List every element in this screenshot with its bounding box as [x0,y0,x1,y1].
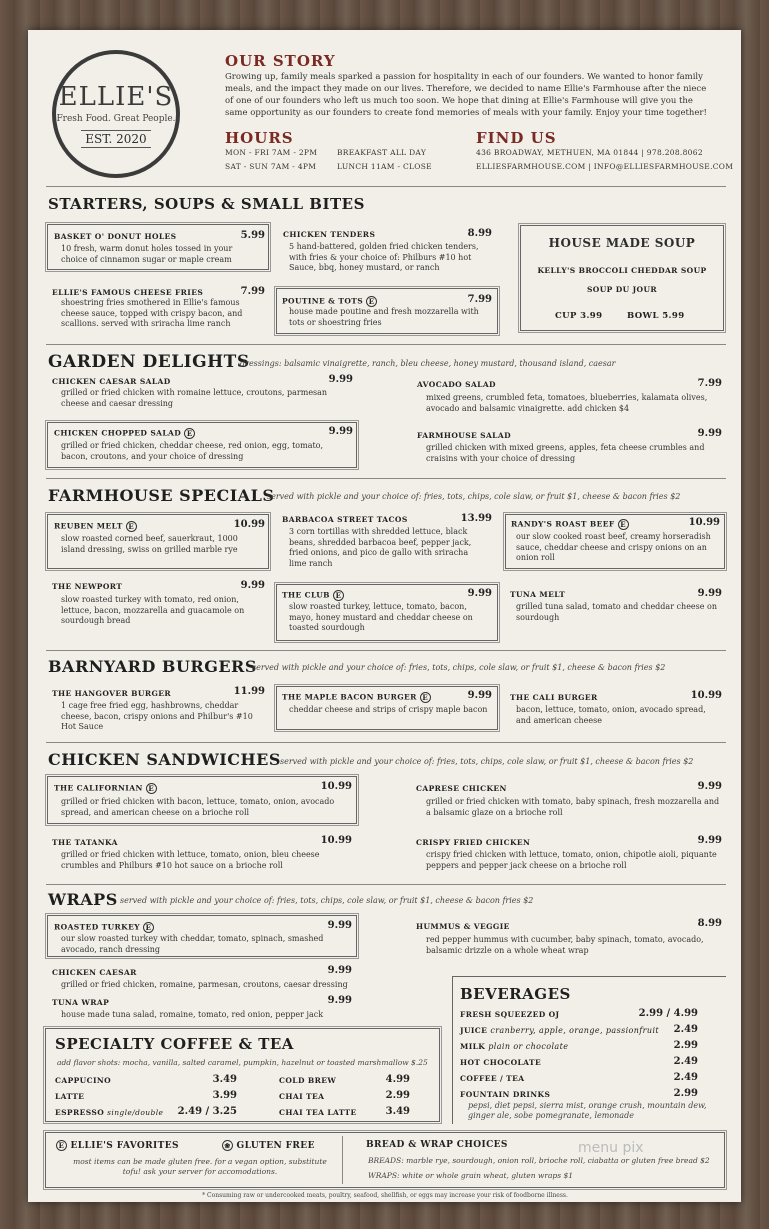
favorite-icon: E [184,428,195,439]
item-name: CHAI TEA [279,1092,325,1101]
item-desc: grilled or fried chicken with romaine lettuce, croutons, parmesan cheese and caesar dressing [61,388,328,408]
favorite-icon: E [618,519,629,530]
sides-note: served with pickle and your choice of: fries, tots, chips, cole slaw, or fruit $1, cheese & bacon fries $2 [120,896,534,905]
item-name: COFFEE / TEA [460,1074,525,1083]
item-name: COLD BREW [279,1076,337,1085]
item-name: CRISPY FRIED CHICKEN [416,838,531,847]
divider [46,884,726,885]
item-name: AVOCADO SALAD [417,380,496,389]
item-price: 9.99 [467,588,492,599]
item-desc: grilled chicken with mixed greens, apples, feta cheese crumbles and craisins with your choice of dressing [426,443,705,463]
item-desc: grilled or fried chicken, romaine, parmesan, croutons, caesar dressing [61,980,348,989]
item-name: THE HANGOVER BURGER [52,689,172,698]
item-name: TUNA WRAP [52,998,110,1007]
item-price: 7.99 [467,294,492,305]
item-name: HOT CHOCOLATE [460,1058,542,1067]
item-name: ESPRESSO single/double [55,1108,164,1117]
website-email: ELLIESFARMHOUSE.COM | INFO@ELLIESFARMHOUSE.COM [476,162,734,171]
item-price: 2.49 / 3.25 [177,1106,237,1117]
item-price: 9.99 [697,835,722,846]
item-price: 9.99 [697,428,722,439]
item-name: THE TATANKA [52,838,118,847]
item-name: BARBACOA STREET TACOS [282,515,408,524]
story-title: OUR STORY [225,52,336,70]
gluten-free-note: most items can be made gluten free. for a vegan option, substitute tofu! ask your server for accomodations. [73,1157,327,1176]
sides-note: served with pickle and your choice of: fries, tots, chips, cole slaw, or fruit $1, cheese & bacon fries $2 [267,492,681,501]
item-price: 9.99 [327,995,352,1006]
item-desc: grilled tuna salad, tomato and cheddar cheese on sourdough [516,602,718,622]
ellies-logo [52,50,180,178]
logo-name: ELLIE'S [58,82,174,112]
item-desc: grilled or fried chicken with lettuce, tomato, onion, bleu cheese crumbles and Philburs #10 hot sauce on a brioche roll [61,850,320,870]
item-desc: house made tuna salad, romaine, tomato, red onion, pepper jack [61,1010,324,1019]
item-price: 2.99 [673,1040,698,1051]
watermark: menu pix [578,1140,644,1156]
divider [46,742,726,743]
item-price: 10.99 [320,781,352,792]
bread-choices: BREADS: marble rye, sourdough, onion roll, brioche roll, ciabatta or gluten free bread $2 [368,1156,710,1165]
item-desc: house made poutine and fresh mozzarella with tots or shoestring fries [289,307,479,327]
flavor-note: add flavor shots: mocha, vanilla, salted caramel, pumpkin, hazelnut or toasted marshmallow $.25 [57,1058,428,1067]
favorite-icon: E [146,783,157,794]
item-price: 9.99 [467,690,492,701]
item-name: FRESH SQUEEZED OJ [460,1010,560,1019]
item-desc: shoestring fries smothered in Ellie's famous cheese sauce, topped with crispy bacon, and scallions. served with sriracha lime ranch [61,298,243,328]
item-desc: red pepper hummus with cucumber, baby spinach, tomato, avocado, balsamic drizzle on a whole wheat wrap [426,935,704,955]
item-price: 10.99 [320,835,352,846]
breakfast-note: BREAKFAST ALL DAY [337,148,427,157]
item-name: THE MAPLE BACON BURGER E [282,692,431,703]
item-price: 11.99 [233,686,265,697]
item-name: THE CALIFORNIAN E [54,783,157,794]
hours-title: HOURS [225,129,294,147]
item-name: TUNA MELT [510,590,566,599]
item-price: 2.49 [673,1056,698,1067]
item-name: CAPRESE CHICKEN [416,784,507,793]
item-desc: 10 fresh, warm donut holes tossed in your choice of cinnamon sugar or maple cream [61,244,233,264]
favorite-icon: E [126,521,137,532]
item-name: LATTE [55,1092,85,1101]
item-name: CHAI TEA LATTE [279,1108,357,1117]
bread-wrap-title: BREAD & WRAP CHOICES [366,1140,508,1150]
item-desc: grilled or fried chicken with bacon, lettuce, tomato, onion, avocado spread, and american cheese on a brioche roll [61,797,335,817]
item-price: 9.99 [328,374,353,385]
item-desc: grilled or fried chicken, cheddar cheese, red onion, egg, tomato, bacon, croutons, and your choice of dressing [61,441,324,461]
item-desc: grilled or fried chicken with tomato, baby spinach, fresh mozzarella and a balsamic glaze on a brioche roll [426,797,720,817]
find-title: FIND US [476,129,557,147]
soup-title: HOUSE MADE SOUP [548,236,696,250]
item-price: 13.99 [460,513,492,524]
item-desc: 5 hand-battered, golden fried chicken tenders, with fries & your choice of: Philburs #10 hot Sauce, bbq, honey mustard, or ranch [289,242,479,272]
item-name: THE CLUB E [282,590,344,601]
item-price: 9.99 [327,965,352,976]
item-price: 2.99 [673,1088,698,1099]
item-price: 9.99 [327,920,352,931]
item-desc: slow roasted turkey, lettuce, tomato, bacon, mayo, honey mustard and cheddar cheese on toasted sourdough [289,602,473,632]
item-desc: 1 cage free fried egg, hashbrowns, cheddar cheese, bacon, crispy onions and Philbur's #10 Hot Sauce [61,701,253,731]
favorite-icon: E [366,296,377,307]
item-name: POUTINE & TOTS E [282,296,377,307]
favorite-icon: E [333,590,344,601]
item-name: FOUNTAIN DRINKS [460,1090,551,1099]
story-text: Growing up, family meals sparked a passion for hospitality in each of our founders. We wanted to honor family meals, and the impact they made on our lives. Therefore, we decided to name Ellie's Farmhouse after the niece of one of our founders who left us much too soon. We hope that dining at Ellie's Farmhouse will give you the same opportunity as our founders to create fond memories of meals with your family. Enjoy your time together! [225,72,707,118]
item-price: 3.49 [212,1074,237,1085]
sandwiches-title: CHICKEN SANDWICHES [48,750,281,769]
wraps-title: WRAPS [48,890,118,909]
item-desc: crispy fried chicken with lettuce, tomato, onion, chipotle aioli, piquante peppers and pepper jack cheese on a brioche roll [426,850,717,870]
logo-tagline: Fresh Food. Great People. [56,114,176,124]
wrap-choices: WRAPS: white or whole grain wheat, gluten wraps $1 [368,1171,573,1180]
item-name: CHICKEN TENDERS [283,230,376,239]
divider [46,650,726,651]
item-price: 9.99 [697,781,722,792]
item-price: 9.99 [697,588,722,599]
item-price: 8.99 [697,918,722,929]
item-desc: mixed greens, crumbled feta, tomatoes, blueberries, kalamata olives, avocado and balsamic vinaigrette. add chicken $4 [426,393,708,413]
item-desc: slow roasted turkey with tomato, red onion, lettuce, bacon, mozzarella and guacamole on sourdough bread [61,595,245,625]
item-price: 10.99 [688,517,720,528]
favorite-icon: E [56,1140,67,1151]
coffee-title: SPECIALTY COFFEE & TEA [55,1035,294,1053]
item-price: 7.99 [240,286,265,297]
hours-weekend: SAT - SUN 7AM - 4PM [225,162,317,171]
soup-bowl: BOWL 5.99 [627,311,685,321]
divider [46,186,726,187]
item-desc: 3 corn tortillas with shredded lettuce, black beans, shredded barbacoa beef, pepper jack, fried onions, and pico de gallo with sriracha lime ranch [289,527,472,568]
item-desc: our slow cooked roast beef, creamy horseradish sauce, cheddar cheese and crispy onions on an onion roll [516,532,711,562]
item-price: 2.49 [673,1024,698,1035]
item-price: 9.99 [328,426,353,437]
gluten-free-legend: ❀ GLUTEN FREE [222,1140,315,1151]
soup-du-jour: SOUP DU JOUR [586,285,658,294]
sides-note: served with pickle and your choice of: fries, tots, chips, cole slaw, or fruit $1, cheese & bacon fries $2 [252,663,666,672]
item-price: 2.99 [385,1090,410,1101]
favorite-icon: E [143,922,154,933]
item-price: 4.99 [385,1074,410,1085]
item-name: CAPPUCINO [55,1076,112,1085]
item-name: ELLIE'S FAMOUS CHEESE FRIES [52,288,204,297]
item-name: HUMMUS & VEGGIE [416,922,510,931]
favorites-legend: E ELLIE'S FAVORITES [56,1140,179,1151]
item-name: THE NEWPORT [52,582,123,591]
item-price: 7.99 [697,378,722,389]
item-price: 3.49 [385,1106,410,1117]
sides-note: served with pickle and your choice of: fries, tots, chips, cole slaw, or fruit $1, cheese & bacon fries $2 [280,757,694,766]
favorite-icon: E [420,692,431,703]
divider [46,344,726,345]
item-name: CHICKEN CAESAR [52,968,137,977]
item-name: CHICKEN CHOPPED SALAD E [54,428,195,439]
item-name: CHICKEN CAESAR SALAD [52,377,171,386]
hours-weekday: MON - FRI 7AM - 2PM [225,148,318,157]
item-name: THE CALI BURGER [510,693,598,702]
item-name: BASKET O' DONUT HOLES [54,232,177,241]
specials-title: FARMHOUSE SPECIALS [48,486,275,505]
item-name: MILK plain or chocolate [460,1042,569,1051]
burgers-title: BARNYARD BURGERS [48,657,257,676]
item-price: 2.99 / 4.99 [638,1008,698,1019]
address: 436 BROADWAY, METHUEN, MA 01844 | 978.208.8062 [476,148,703,157]
item-desc: slow roasted corned beef, sauerkraut, 1000 island dressing, swiss on grilled marble rye [61,534,238,554]
item-desc: our slow roasted turkey with cheddar, tomato, spinach, smashed avocado, ranch dressing [61,934,324,954]
soup-cup: CUP 3.99 [555,311,603,321]
footer-divider [342,1136,343,1184]
item-price: 2.49 [673,1072,698,1083]
disclaimer: * Consuming raw or undercooked meats, poultry, seafood, shellfish, or eggs may increase your risk of foodborne illness. [202,1192,568,1199]
dressings-note: dressings: balsamic vinaigrette, ranch, bleu cheese, honey mustard, thousand island, caesar [240,359,616,368]
item-desc: bacon, lettuce, tomato, onion, avocado spread, and american cheese [516,705,706,725]
item-name: RANDY'S ROAST BEEF E [511,519,629,530]
item-price: 5.99 [240,230,265,241]
item-price: 8.99 [467,228,492,239]
beverages-title: BEVERAGES [460,985,571,1003]
wheat-icon: ❀ [222,1140,233,1151]
starters-title: STARTERS, SOUPS & SMALL BITES [48,195,365,213]
fountain-list: pepsi, diet pepsi, sierra mist, orange crush, mountain dew, ginger ale, sobe pomegranate, lemonade [468,1101,707,1120]
garden-title: GARDEN DELIGHTS [48,352,250,372]
lunch-note: LUNCH 11AM - CLOSE [337,162,432,171]
item-name: JUICE cranberry, apple, orange, passionfruit [460,1026,660,1035]
item-price: 9.99 [240,580,265,591]
item-price: 10.99 [690,690,722,701]
item-price: 3.99 [212,1090,237,1101]
item-name: ROASTED TURKEY E [54,922,154,933]
logo-est: EST. 2020 [81,130,150,148]
soup-broccoli: KELLY'S BROCCOLI CHEDDAR SOUP [537,266,707,275]
divider [46,478,726,479]
item-name: FARMHOUSE SALAD [417,431,511,440]
item-desc: cheddar cheese and strips of crispy maple bacon [289,705,488,714]
item-name: REUBEN MELT E [54,521,137,532]
item-price: 10.99 [233,519,265,530]
